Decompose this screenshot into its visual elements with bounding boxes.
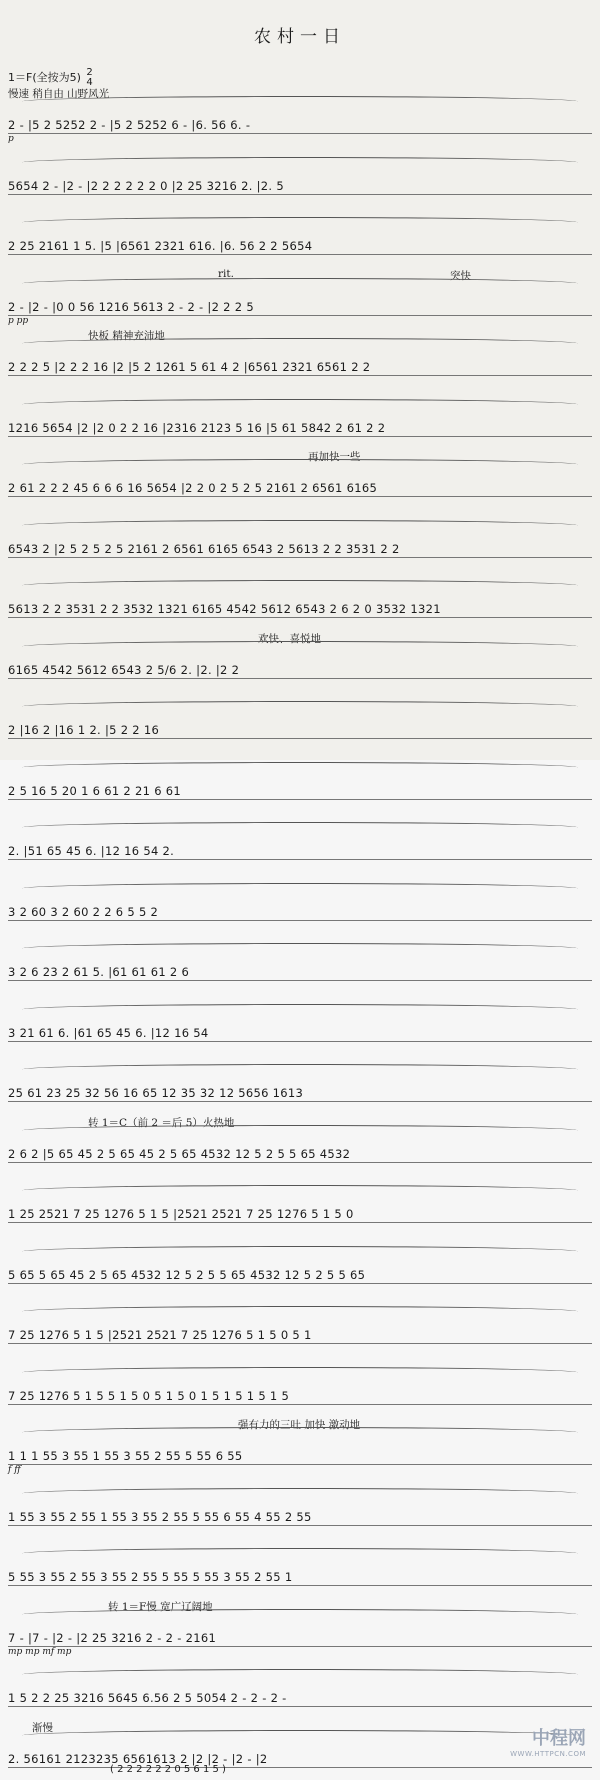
dynamic-marking: p pp bbox=[8, 315, 29, 326]
tempo-annotation: 转 1＝C（前 2 ＝后 5）火热地 bbox=[88, 1116, 235, 1129]
score-row bbox=[8, 570, 592, 620]
dynamic-marking: p bbox=[8, 134, 14, 144]
notation-line: 1 5 2 2 25 3216 5645 6.56 2 5 5054 2 - 2 - 2 - bbox=[8, 1691, 287, 1705]
slur-line bbox=[22, 701, 578, 712]
score-row bbox=[8, 1236, 592, 1286]
score-row bbox=[8, 1115, 592, 1165]
notation-line: 3 2 6 23 2 61 5. |61 61 61 2 6 bbox=[8, 965, 190, 979]
notation-line: 1 55 3 55 2 55 1 55 3 55 2 55 5 55 6 55 4 55 2 55 bbox=[8, 1509, 312, 1524]
slur-line bbox=[22, 641, 578, 652]
notation-line: 2 2 2 5 |2 2 2 16 |2 |5 2 1261 5 61 4 2 |6561 2321 6561 2 2 bbox=[8, 360, 371, 374]
staff-underline bbox=[8, 1404, 592, 1405]
staff-underline bbox=[8, 1101, 592, 1102]
slur-line bbox=[22, 399, 578, 410]
staff-underline bbox=[8, 557, 592, 558]
slur-line bbox=[22, 1125, 578, 1136]
slur-line bbox=[22, 1306, 578, 1317]
staff-underline bbox=[8, 1706, 592, 1707]
staff-underline bbox=[8, 617, 592, 618]
score-row bbox=[8, 933, 592, 983]
score-row bbox=[8, 1054, 592, 1104]
staff-underline bbox=[8, 254, 592, 255]
notation-line: 1 25 2521 7 25 1276 5 1 5 |2521 2521 7 25 1276 5 1 5 0 bbox=[8, 1207, 354, 1221]
dynamic-marking: mp mp mf mp bbox=[8, 1646, 72, 1657]
score-row bbox=[8, 267, 592, 326]
slur-line bbox=[22, 459, 578, 470]
staff-underline bbox=[8, 1646, 592, 1647]
notation-line: 2. |51 65 45 6. |12 16 54 2. bbox=[8, 844, 175, 858]
slur-line bbox=[22, 520, 578, 531]
staff-underline bbox=[8, 799, 592, 800]
tempo-annotation: 突快 bbox=[450, 269, 471, 282]
score-row bbox=[8, 1599, 592, 1657]
tempo-annotation: 慢速 稍自由 山野风光 bbox=[8, 88, 110, 100]
score-row bbox=[8, 812, 592, 862]
staff-underline bbox=[8, 738, 592, 739]
notation-line: 2 - |5 2 5252 2 - |5 2 5252 6 - |6. 56 6. - bbox=[8, 118, 251, 132]
score-row bbox=[8, 873, 592, 923]
slur-line bbox=[22, 1246, 578, 1257]
score-row bbox=[8, 449, 592, 499]
score-row bbox=[8, 631, 592, 681]
slur-line bbox=[22, 1367, 578, 1378]
staff-underline bbox=[8, 436, 592, 437]
score-row bbox=[8, 1175, 592, 1225]
slur-line bbox=[22, 157, 578, 168]
notation-line: 7 - |7 - |2 - |2 25 3216 2 - 2 - 2161 bbox=[8, 1630, 217, 1645]
logo-text: 中程网 bbox=[532, 1728, 586, 1749]
score-row bbox=[8, 691, 592, 741]
score-row bbox=[8, 207, 592, 257]
slur-line bbox=[22, 96, 578, 107]
score-row bbox=[8, 994, 592, 1044]
slur-line bbox=[22, 822, 578, 833]
score-row bbox=[8, 147, 592, 197]
staff-underline bbox=[8, 133, 592, 134]
score-row bbox=[8, 1478, 592, 1528]
bottom-accompaniment-line: ( 2 2 2 2 2 2 0 5 6 1 5 ) bbox=[110, 1764, 226, 1775]
slur-line bbox=[22, 762, 578, 773]
slur-line bbox=[22, 278, 578, 289]
notation-line: 2 61 2 2 2 45 6 6 6 16 5654 |2 2 0 2 5 2 5 2161 2 6561 6165 bbox=[8, 481, 378, 495]
staff-underline bbox=[8, 1767, 592, 1768]
notation-line: 7 25 1276 5 1 5 5 1 5 0 5 1 5 0 1 5 1 5 1 5 1 5 bbox=[8, 1388, 290, 1403]
slur-line bbox=[22, 943, 578, 954]
notation-line: 5613 2 2 3531 2 2 3532 1321 6165 4542 5612 6543 2 6 2 0 3532 1321 bbox=[8, 602, 441, 616]
staff-underline bbox=[8, 859, 592, 860]
slur-line bbox=[22, 1064, 578, 1075]
notation-line: 6165 4542 5612 6543 2 5/6 2. |2. |2 2 bbox=[8, 662, 240, 677]
slur-line bbox=[22, 217, 578, 228]
notation-line: 1216 5654 |2 |2 0 2 2 16 |2316 2123 5 16 |5 61 5842 2 61 2 2 bbox=[8, 420, 386, 435]
staff-underline bbox=[8, 1525, 592, 1526]
staff-underline bbox=[8, 1464, 592, 1465]
notation-line: 3 2 60 3 2 60 2 2 6 5 5 2 bbox=[8, 904, 159, 919]
notation-line: 5654 2 - |2 - |2 2 2 2 2 2 0 |2 25 3216 2. |2. 5 bbox=[8, 178, 284, 193]
tempo-annotation: rit. bbox=[218, 267, 234, 280]
staff-underline bbox=[8, 496, 592, 497]
score-row bbox=[8, 1357, 592, 1407]
tempo-annotation: 再加快一些 bbox=[308, 451, 361, 463]
piece-title: 农村一日 bbox=[254, 27, 346, 47]
notation-line: 2 5 16 5 20 1 6 61 2 21 6 61 bbox=[8, 783, 181, 798]
notation-line: 25 61 23 25 32 56 16 65 12 35 32 12 5656 1613 bbox=[8, 1086, 304, 1100]
dynamic-marking: f ff bbox=[8, 1465, 21, 1475]
slur-line bbox=[22, 1609, 578, 1620]
time-sig-top: 2 bbox=[86, 67, 93, 78]
staff-underline bbox=[8, 920, 592, 921]
slur-line bbox=[22, 338, 578, 349]
time-signature bbox=[86, 68, 92, 88]
logo-url: WWW.HTTPCN.COM bbox=[510, 1750, 586, 1758]
slur-line bbox=[22, 1004, 578, 1015]
score-row bbox=[8, 328, 592, 378]
staff-underline bbox=[8, 1162, 592, 1163]
slur-line bbox=[22, 1669, 578, 1680]
slur-line bbox=[22, 1427, 578, 1438]
score-row bbox=[8, 752, 592, 802]
notation-line: 2 - |2 - |0 0 56 1216 5613 2 - 2 - |2 2 2 5 bbox=[8, 299, 254, 314]
staff-underline bbox=[8, 1343, 592, 1344]
slur-line bbox=[22, 1185, 578, 1196]
score-row bbox=[8, 510, 592, 560]
staff-underline bbox=[8, 980, 592, 981]
staff-underline bbox=[8, 1585, 592, 1586]
notation-line: 2 6 2 |5 65 45 2 5 65 45 2 5 65 4532 12 5 2 5 5 65 4532 bbox=[8, 1146, 351, 1161]
staff-underline bbox=[8, 1283, 592, 1284]
staff-underline bbox=[8, 315, 592, 316]
notation-line: 1 1 1 55 3 55 1 55 3 55 2 55 5 55 6 55 bbox=[8, 1449, 243, 1463]
key-signature bbox=[8, 68, 93, 88]
slur-line bbox=[22, 1548, 578, 1559]
score-row bbox=[8, 389, 592, 439]
tempo-annotation: 强有力的三吐 加快 激动地 bbox=[238, 1419, 361, 1431]
staff-underline bbox=[8, 1222, 592, 1223]
tempo-annotation: 快板 精神充沛地 bbox=[88, 330, 165, 342]
notation-line: 5 55 3 55 2 55 3 55 2 55 5 55 5 55 3 55 2 55 1 bbox=[8, 1570, 293, 1584]
site-logo bbox=[456, 1724, 586, 1764]
notation-line: 3 21 61 6. |61 65 45 6. |12 16 54 bbox=[8, 1025, 209, 1040]
time-sig-bottom: 4 bbox=[86, 77, 93, 88]
score-row bbox=[8, 1296, 592, 1346]
score-row bbox=[8, 1417, 592, 1475]
tempo-annotation: 渐慢 bbox=[32, 1721, 53, 1734]
staff-underline bbox=[8, 1041, 592, 1042]
tempo-annotation: 转 1＝F慢 宽广辽阔地 bbox=[108, 1600, 213, 1613]
staff-underline bbox=[8, 194, 592, 195]
staff-underline bbox=[8, 375, 592, 376]
slur-line bbox=[22, 580, 578, 591]
notation-line: 6543 2 |2 5 2 5 2 5 2161 2 6561 6165 6543 2 5613 2 2 3531 2 2 bbox=[8, 541, 400, 556]
notation-line: 2. 56161 2123235 6561613 2 |2 |2 - |2 - |2 bbox=[8, 1751, 268, 1766]
notation-line: 5 65 5 65 45 2 5 65 4532 12 5 2 5 5 65 4532 12 5 2 5 5 65 bbox=[8, 1267, 366, 1282]
score-row bbox=[8, 1538, 592, 1588]
notation-line: 2 |16 2 |16 1 2. |5 2 2 16 bbox=[8, 723, 160, 737]
slur-line bbox=[22, 1488, 578, 1499]
staff-underline bbox=[8, 678, 592, 679]
score-row bbox=[8, 86, 592, 144]
score-row bbox=[8, 1659, 592, 1709]
tempo-annotation: 欢快、喜悦地 bbox=[258, 632, 321, 645]
notation-line: 2 25 2161 1 5. |5 |6561 2321 616. |6. 56 2 2 5654 bbox=[8, 239, 313, 253]
slur-line bbox=[22, 883, 578, 894]
notation-line: 7 25 1276 5 1 5 |2521 2521 7 25 1276 5 1 5 0 5 1 bbox=[8, 1328, 312, 1342]
key-label: 1＝F(全按为5) bbox=[8, 71, 81, 84]
